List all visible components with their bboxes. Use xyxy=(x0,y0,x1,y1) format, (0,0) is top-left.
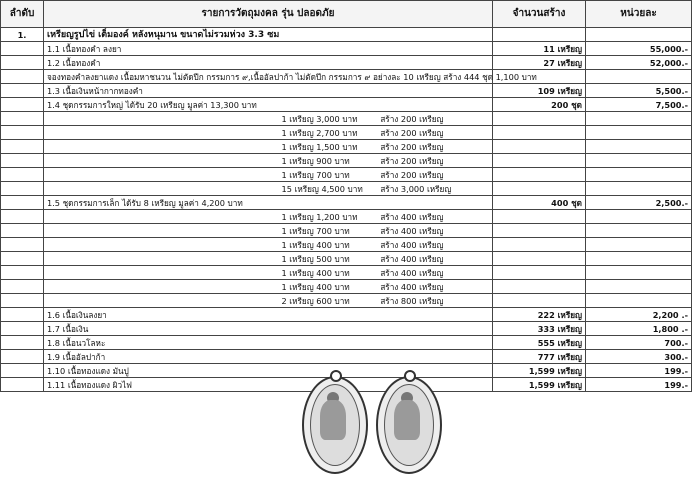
sub-item xyxy=(44,266,493,280)
item-label: 1.11 เนื้อทองแดง ผิวไฟ xyxy=(44,378,493,392)
sub-item-amount: 1 เหรียญ 2,700 บาท xyxy=(281,127,358,138)
medal-images xyxy=(296,372,446,480)
sub-item-build: สร้าง 800 เหรียญ xyxy=(380,295,444,306)
sub-item-name xyxy=(74,170,282,180)
item-label: 1.5 ชุดกรรมการเล็ก ได้รับ 8 เหรียญ มูลค่า 4,200 บาท xyxy=(44,196,493,210)
item-price: 2,200 .- xyxy=(586,308,692,322)
sub-item-amount: 15 เหรียญ 4,500 บาท xyxy=(281,183,363,194)
table-row xyxy=(1,42,692,56)
item-price: 300.- xyxy=(586,350,692,364)
sub-item-amount: 1 เหรียญ 1,200 บาท xyxy=(281,211,358,222)
table-row xyxy=(1,70,692,84)
sub-item-amount: 1 เหรียญ 400 บาท xyxy=(281,239,350,250)
sub-item-build: สร้าง 400 เหรียญ xyxy=(380,225,444,236)
header-row xyxy=(1,1,692,28)
sub-item-amount: 1 เหรียญ 400 บาท xyxy=(281,281,350,292)
item-qty: 222 เหรียญ xyxy=(493,308,586,322)
sub-item-amount: 1 เหรียญ 3,000 บาท xyxy=(281,113,358,124)
section-title: เหรียญรูปไข่ เต็มองค์ หลังหนุมาน ขนาดไม่รวมห่วง 3.3 ซม xyxy=(44,28,493,42)
item-qty: 400 ชุด xyxy=(493,196,586,210)
set-small-row xyxy=(1,266,692,280)
item-price: 1,800 .- xyxy=(586,322,692,336)
item-label: 1.1 เนื้อทองคำ ลงยา xyxy=(44,42,493,56)
sub-item-name xyxy=(74,128,282,138)
item-price: 7,500.- xyxy=(586,98,692,112)
set-large-row xyxy=(1,154,692,168)
sub-item xyxy=(44,210,493,224)
item-qty: 27 เหรียญ xyxy=(493,56,586,70)
medal-back-image xyxy=(376,376,442,474)
item-qty: 1,599 เหรียญ xyxy=(493,378,586,392)
item-label: 1.10 เนื้อทองแดง มันปู xyxy=(44,364,493,378)
item-price: 52,000.- xyxy=(586,56,692,70)
item-label: 1.8 เนื้อนวโลหะ xyxy=(44,336,493,350)
sub-item xyxy=(44,294,493,308)
sub-item-name xyxy=(74,184,282,194)
sub-item xyxy=(44,238,493,252)
item-price: 199.- xyxy=(586,378,692,392)
item-qty: 333 เหรียญ xyxy=(493,322,586,336)
sub-item-name xyxy=(74,212,282,222)
item-qty: 200 ชุด xyxy=(493,98,586,112)
sub-item-name xyxy=(74,254,282,264)
set-small-row xyxy=(1,238,692,252)
table-row xyxy=(1,350,692,364)
item-label: จองทองคำลงยาแดง เนื้อมหาชนวน ไม่ตัดปีก กรรมการ ๙,เนื้ออัลปาก้า ไม่ตัดปีก กรรมการ ๙ อย่างละ 10 เหรียญ สร้าง 444 ชุด 1,100 บาท xyxy=(44,70,493,84)
table-row xyxy=(1,308,692,322)
set-large-row xyxy=(1,182,692,196)
header-price: หน่วยละ xyxy=(586,1,692,28)
item-price: 55,000.- xyxy=(586,42,692,56)
sub-item-name xyxy=(74,114,282,124)
table-row xyxy=(1,196,692,210)
sub-item-build: สร้าง 3,000 เหรียญ xyxy=(380,183,452,194)
medal-front-image xyxy=(302,376,368,474)
sub-item xyxy=(44,154,493,168)
set-small-row xyxy=(1,210,692,224)
item-price: 700.- xyxy=(586,336,692,350)
set-small-row xyxy=(1,294,692,308)
set-large-row xyxy=(1,140,692,154)
set-large-row xyxy=(1,112,692,126)
item-label: 1.6 เนื้อเงินลงยา xyxy=(44,308,493,322)
table-row xyxy=(1,336,692,350)
sub-item-build: สร้าง 200 เหรียญ xyxy=(380,169,444,180)
sub-item-amount: 1 เหรียญ 500 บาท xyxy=(281,253,350,264)
sub-item xyxy=(44,140,493,154)
sub-item xyxy=(44,224,493,238)
sub-item xyxy=(44,126,493,140)
sub-item xyxy=(44,112,493,126)
header-no: ลำดับ xyxy=(1,1,44,28)
table-row xyxy=(1,322,692,336)
item-qty: 109 เหรียญ xyxy=(493,84,586,98)
set-small-row xyxy=(1,280,692,294)
section-row xyxy=(1,28,692,42)
item-price: 5,500.- xyxy=(586,84,692,98)
sub-item-build: สร้าง 400 เหรียญ xyxy=(380,267,444,278)
sub-item xyxy=(44,168,493,182)
item-qty: 1,599 เหรียญ xyxy=(493,364,586,378)
sub-item-amount: 1 เหรียญ 400 บาท xyxy=(281,267,350,278)
sub-item-build: สร้าง 400 เหรียญ xyxy=(380,281,444,292)
sub-item-name xyxy=(74,226,282,236)
item-price: 199.- xyxy=(586,364,692,378)
item-label: 1.7 เนื้อเงิน xyxy=(44,322,493,336)
sub-item-build: สร้าง 400 เหรียญ xyxy=(380,253,444,264)
set-large-row xyxy=(1,126,692,140)
set-small-row xyxy=(1,224,692,238)
item-qty: 777 เหรียญ xyxy=(493,350,586,364)
sub-item-name xyxy=(74,240,282,250)
sub-item-build: สร้าง 400 เหรียญ xyxy=(380,239,444,250)
sub-item-name xyxy=(74,296,282,306)
item-qty: 11 เหรียญ xyxy=(493,42,586,56)
sub-item-name xyxy=(74,282,282,292)
sub-item-build: สร้าง 200 เหรียญ xyxy=(380,127,444,138)
sub-item-build: สร้าง 200 เหรียญ xyxy=(380,141,444,152)
sub-item-amount: 1 เหรียญ 700 บาท xyxy=(281,169,350,180)
sub-item-build: สร้าง 200 เหรียญ xyxy=(380,113,444,124)
item-price: 2,500.- xyxy=(586,196,692,210)
item-label: 1.4 ชุดกรรมการใหญ่ ได้รับ 20 เหรียญ มูลค่า 13,300 บาท xyxy=(44,98,493,112)
sub-item-build: สร้าง 400 เหรียญ xyxy=(380,211,444,222)
header-qty: จำนวนสร้าง xyxy=(493,1,586,28)
sub-item-amount: 1 เหรียญ 900 บาท xyxy=(281,155,350,166)
sub-item-amount: 1 เหรียญ 1,500 บาท xyxy=(281,141,358,152)
sub-item xyxy=(44,252,493,266)
item-label: 1.3 เนื้อเงินหน้ากากทองคำ xyxy=(44,84,493,98)
table-row xyxy=(1,98,692,112)
table-row xyxy=(1,84,692,98)
item-price xyxy=(586,70,692,84)
sub-item-build: สร้าง 200 เหรียญ xyxy=(380,155,444,166)
section-index: 1. xyxy=(1,28,44,42)
item-label: 1.9 เนื้ออัลปาก้า xyxy=(44,350,493,364)
sub-item xyxy=(44,182,493,196)
sub-item-amount: 1 เหรียญ 700 บาท xyxy=(281,225,350,236)
header-item: รายการวัตถุมงคล รุ่น ปลอดภัย xyxy=(44,1,493,28)
table-row xyxy=(1,56,692,70)
sub-item-amount: 2 เหรียญ 600 บาท xyxy=(281,295,350,306)
item-qty: 555 เหรียญ xyxy=(493,336,586,350)
set-small-row xyxy=(1,252,692,266)
sub-item xyxy=(44,280,493,294)
sub-item-name xyxy=(74,156,282,166)
sub-item-name xyxy=(74,268,282,278)
sub-item-name xyxy=(74,142,282,152)
item-label: 1.2 เนื้อทองคำ xyxy=(44,56,493,70)
set-large-row xyxy=(1,168,692,182)
